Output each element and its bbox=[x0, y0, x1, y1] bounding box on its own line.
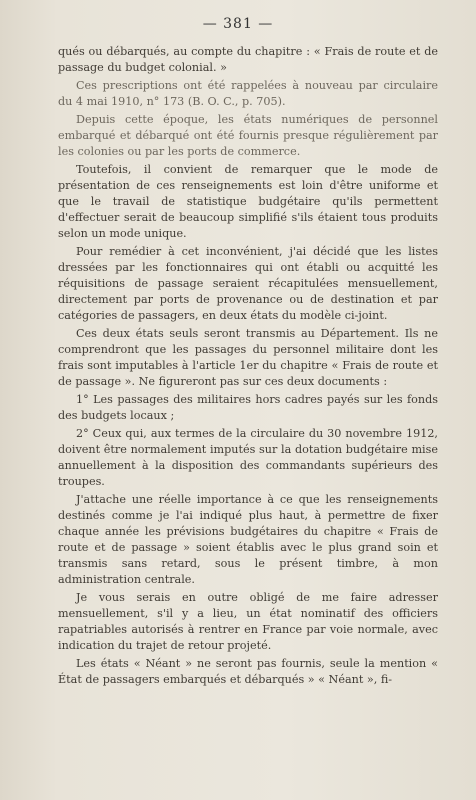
paragraph-remedy: Pour remédier à cet inconvénient, j'ai décidé que les listes dressées par les fonctionnaires qui ont établi ou acquitté les réquisitions de passage seraient récapitulées mensuellement, directement par ports de provenance ou de destination et par catégories de passagers, en deux états du modèle ci-joint. bbox=[58, 245, 438, 322]
list-item-first: 1° Les passages des militaires hors cadres payés sur les fonds des budgets locaux ; bbox=[58, 393, 438, 422]
paragraph-neant: Les états « Néant » ne seront pas fournis, seule la mention « État de passagers embarqués et débarqués » « Néant », fi- bbox=[58, 657, 438, 686]
paragraph-nominative-state: Je vous serais en outre obligé de me faire adresser mensuellement, s'il y a lieu, un état nominatif des officiers rapatriables autorisés à rentrer en France par voie normale, avec indication du trajet de retour projeté. bbox=[58, 591, 438, 652]
paragraph-importance: J'attache une réelle importance à ce que les renseignements destinés comme je l'ai indiqué plus haut, à permettre de fixer chaque année les prévisions budgétaires du chapitre « Frais de route et de passage » soient établis avec le plus grand soin et transmis sans retard, sous le présent timbre, à mon administration centrale. bbox=[58, 493, 438, 586]
list-item-second: 2° Ceux qui, aux termes de la circulaire du 30 novembre 1912, doivent être normalement imputés sur la dotation budgétaire mise annuellement à la disposition des commandants supérieurs des troupes. bbox=[58, 427, 438, 488]
paragraph-numeric-states: Depuis cette époque, les états numériques de personnel embarqué et débarqué ont été fournis presque régulièrement par les colonies ou par les ports de commerce. bbox=[58, 113, 438, 158]
paragraph-transmission: Ces deux états seuls seront transmis au Département. Ils ne comprendront que les passages du personnel militaire dont les frais sont imputables à l'article 1er du chapitre « Frais de route et de passage ». Ne figureront pas sur ces deux documents : bbox=[58, 327, 438, 388]
paragraph-presentation-mode: Toutefois, il convient de remarquer que le mode de présentation de ces renseignements est loin d'être uniforme et que le travail de statistique budgétaire qu'ils permettent d'effectuer serait de beaucoup simplifié s'ils étaient tous produits selon un mode unique. bbox=[58, 163, 438, 240]
page-number: — 381 — bbox=[202, 16, 274, 32]
paragraph-continuation: qués ou débarqués, au compte du chapitre : « Frais de route et de passage du budget colonial. » bbox=[58, 45, 438, 74]
body-text bbox=[58, 44, 438, 690]
paragraph-circular-reference: Ces prescriptions ont été rappelées à nouveau par circulaire du 4 mai 1910, n° 173 (B. O. C., p. 705). bbox=[58, 79, 438, 108]
